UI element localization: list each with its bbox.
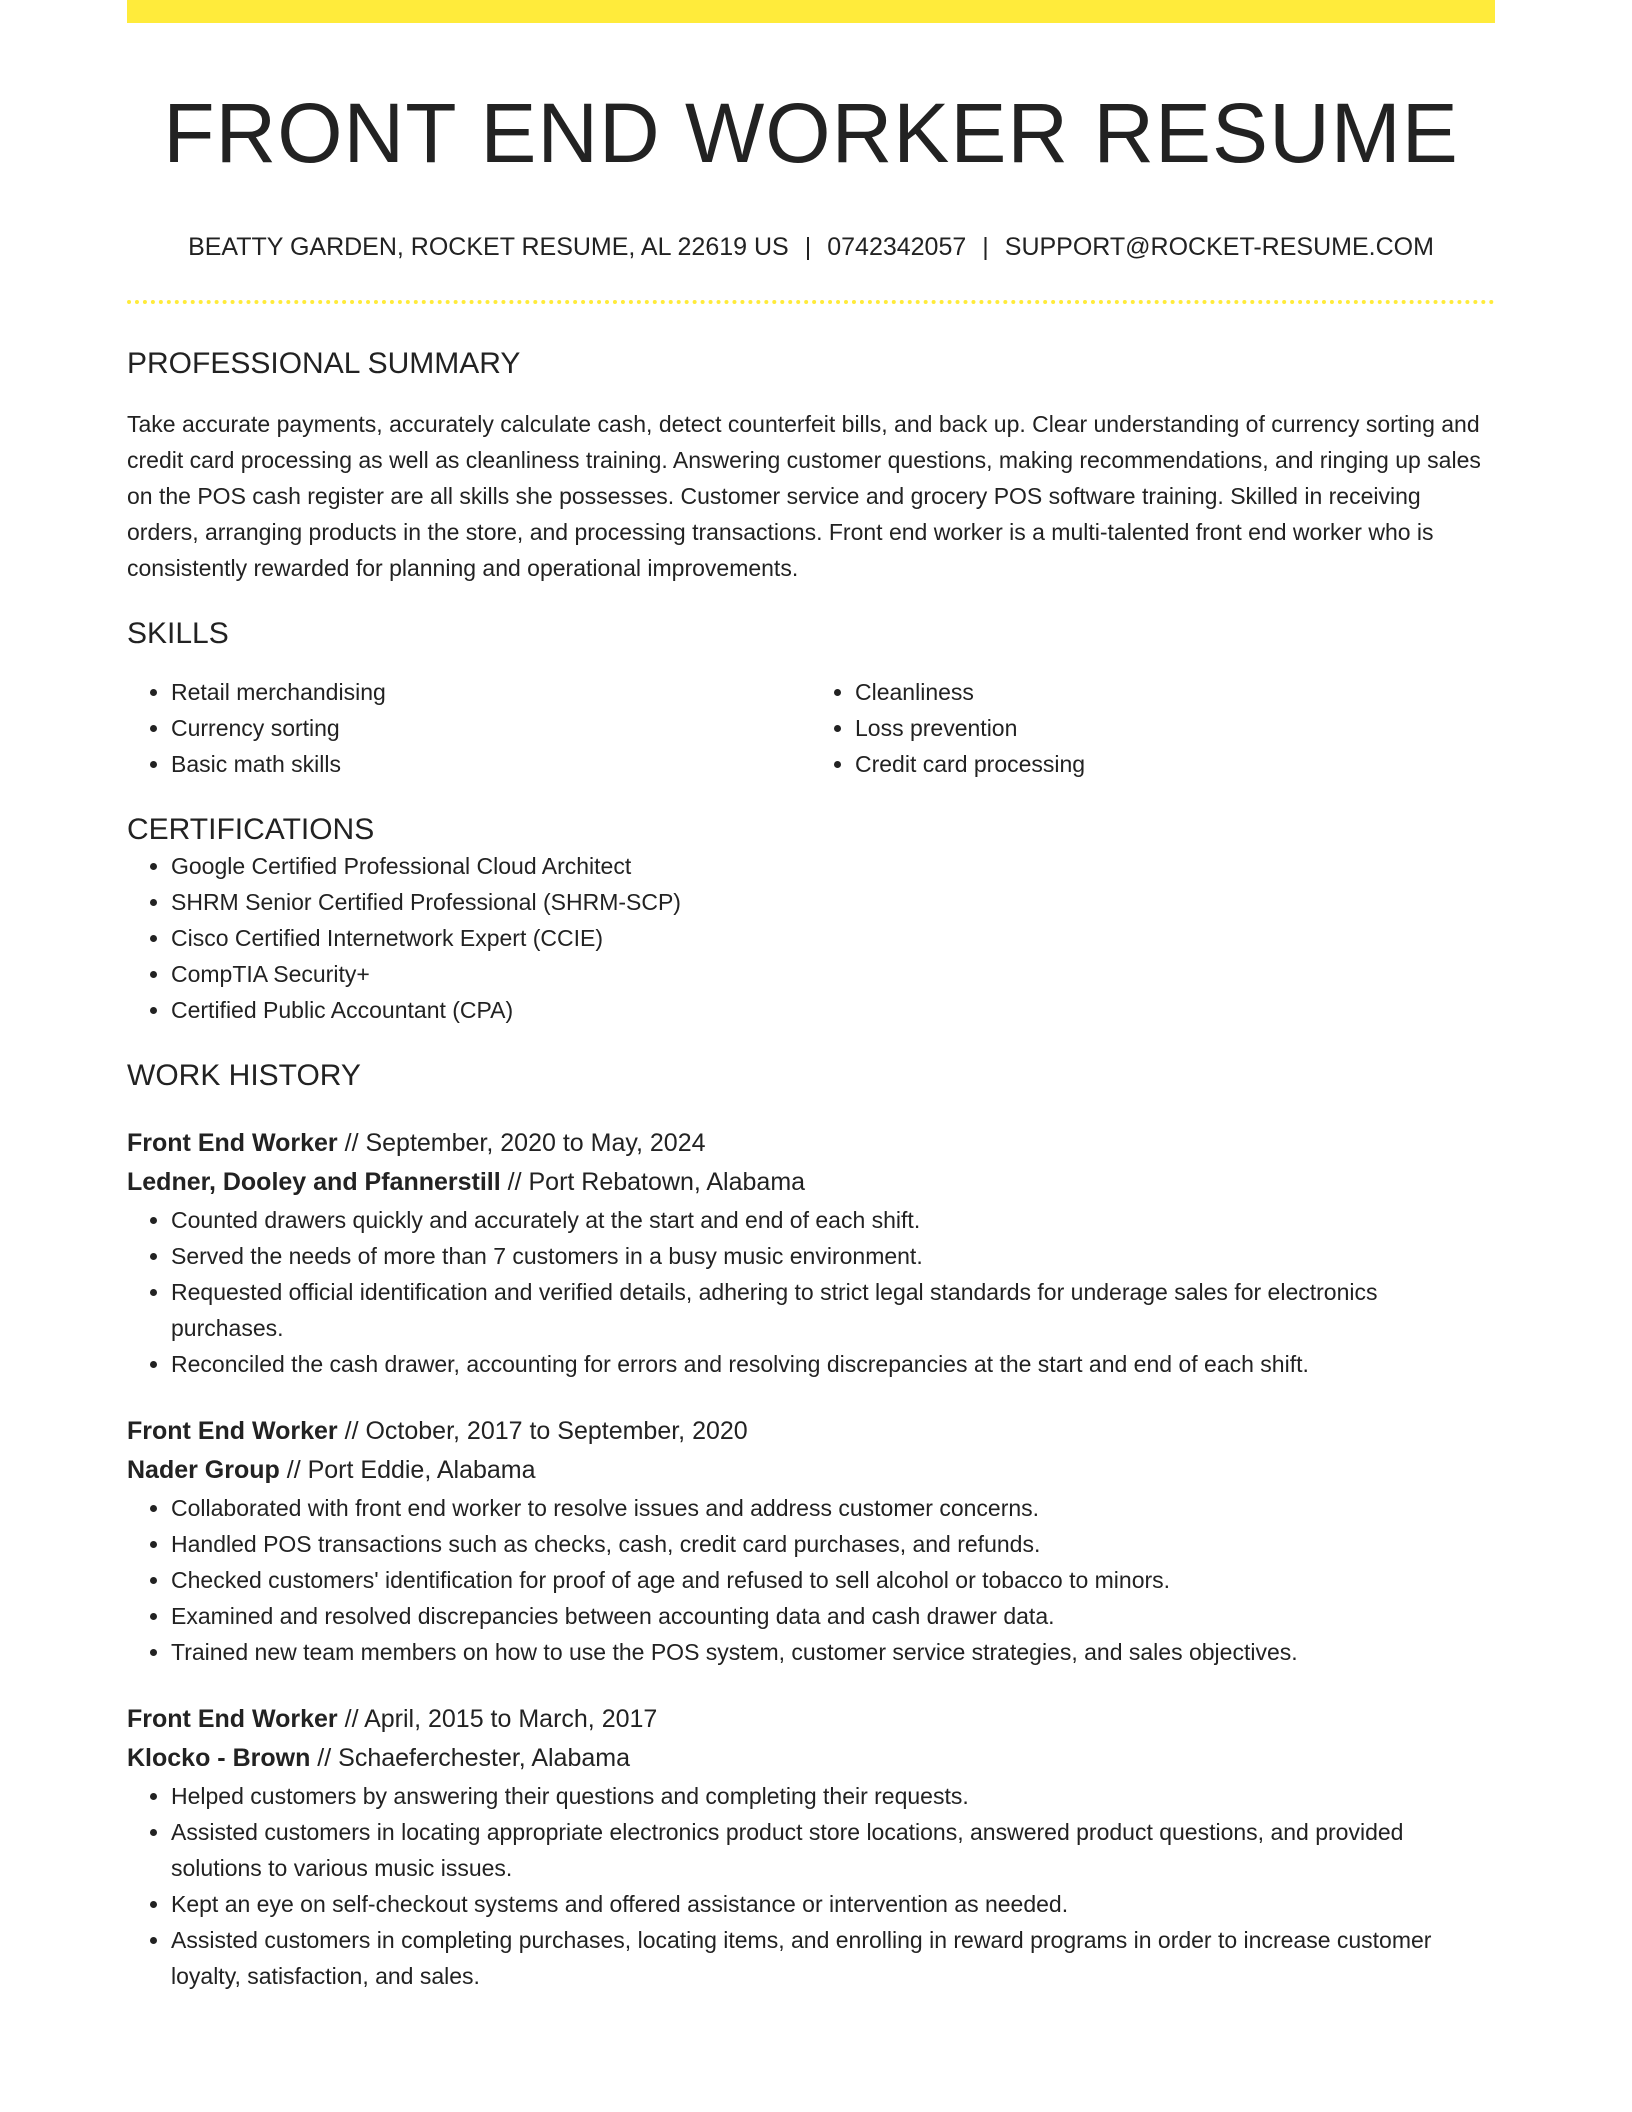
- job-company: Ledner, Dooley and Pfannerstill: [127, 1167, 501, 1196]
- job-dates: April, 2015 to March, 2017: [364, 1704, 658, 1733]
- job-company-line: [127, 1451, 1495, 1490]
- job-duty: • Examined and resolved discrepancies between accounting data and cash drawer data.: [171, 1598, 1495, 1634]
- job-duty: • Requested official identification and verified details, adhering to strict legal standards for underage sales for electronics purchases.: [171, 1274, 1495, 1346]
- job-duty: • Assisted customers in completing purchases, locating items, and enrolling in reward programs in order to increase customer loyalty, satisfaction, and sales.: [171, 1922, 1495, 1994]
- job-dates: September, 2020 to May, 2024: [365, 1128, 706, 1157]
- skill-item: • Loss prevention: [855, 710, 1495, 746]
- contact-address: BEATTY GARDEN, ROCKET RESUME, AL 22619 US: [188, 232, 789, 261]
- skill-item: • Currency sorting: [171, 710, 811, 746]
- job-location: Schaeferchester, Alabama: [338, 1743, 630, 1772]
- job-divider: //: [500, 1167, 529, 1196]
- job-company-line: [127, 1739, 1495, 1778]
- certification-item: • Cisco Certified Internetwork Expert (CCIE): [171, 920, 1495, 956]
- job-role: Front End Worker: [127, 1704, 338, 1733]
- job-entry: [127, 1700, 1495, 1994]
- job-role: Front End Worker: [127, 1416, 338, 1445]
- job-divider: //: [337, 1704, 365, 1733]
- job-entry: [127, 1124, 1495, 1382]
- summary-text: Take accurate payments, accurately calculate cash, detect counterfeit bills, and back up. Clear understanding of currency sorting and credit card processing as well as cleanliness training. Answering customer questions, making recommendations, and ringing up sales on the POS cash register are all skills she possesses. Customer service and grocery POS software training. Skilled in receiving orders, arranging products in the store, and processing transactions. Front end worker is a multi-talented front end worker who is consistently rewarded for planning and operational improvements.: [127, 410, 1481, 581]
- skill-item: • Credit card processing: [855, 746, 1495, 782]
- job-divider: //: [279, 1455, 308, 1484]
- job-duty: • Handled POS transactions such as checks, cash, credit card purchases, and refunds.: [171, 1526, 1495, 1562]
- work-history-heading: WORK HISTORY: [127, 1058, 361, 1092]
- job-location: Port Eddie, Alabama: [307, 1455, 536, 1484]
- header-divider: [127, 300, 1495, 304]
- job-divider: //: [310, 1743, 339, 1772]
- job-duty: • Collaborated with front end worker to resolve issues and address customer concerns.: [171, 1490, 1495, 1526]
- job-company: Nader Group: [127, 1455, 280, 1484]
- job-duty: • Trained new team members on how to use the POS system, customer service strategies, and sales objectives.: [171, 1634, 1495, 1670]
- job-company-line: [127, 1163, 1495, 1202]
- job-duties-list: [127, 1490, 1495, 1670]
- contact-line: [127, 232, 1495, 262]
- contact-separator: |: [804, 232, 812, 261]
- skill-item: • Retail merchandising: [171, 674, 811, 710]
- job-duty: • Assisted customers in locating appropriate electronics product store locations, answered product questions, and provided solutions to various music issues.: [171, 1814, 1495, 1886]
- certification-item: • SHRM Senior Certified Professional (SHRM-SCP): [171, 884, 1495, 920]
- resume-title: FRONT END WORKER RESUME: [163, 86, 1459, 180]
- job-duty: • Counted drawers quickly and accurately at the start and end of each shift.: [171, 1202, 1495, 1238]
- contact-separator: |: [982, 232, 989, 261]
- job-duty: • Served the needs of more than 7 customers in a busy music environment.: [171, 1238, 1495, 1274]
- job-duty: • Helped customers by answering their questions and completing their requests.: [171, 1778, 1495, 1814]
- skills-heading: SKILLS: [127, 616, 229, 650]
- top-accent-bar: [127, 0, 1495, 23]
- job-company: Klocko - Brown: [127, 1743, 311, 1772]
- certification-item: • Certified Public Accountant (CPA): [171, 992, 1495, 1028]
- certification-item: • CompTIA Security+: [171, 956, 1495, 992]
- skill-item: • Cleanliness: [855, 674, 1495, 710]
- job-duty: • Reconciled the cash drawer, accounting for errors and resolving discrepancies at the start and end of each shift.: [171, 1346, 1495, 1382]
- job-role-line: [127, 1124, 1495, 1163]
- certifications-list: [127, 848, 1495, 1028]
- job-divider: //: [337, 1416, 366, 1445]
- job-role: Front End Worker: [127, 1128, 338, 1157]
- job-location: Port Rebatown, Alabama: [528, 1167, 806, 1196]
- job-entry: [127, 1412, 1495, 1670]
- skills-grid: [127, 674, 1495, 782]
- job-role-line: [127, 1700, 1495, 1739]
- skills-column-left: [127, 674, 811, 782]
- job-divider: //: [337, 1128, 366, 1157]
- job-duty: • Checked customers' identification for proof of age and refused to sell alcohol or tobacco to minors.: [171, 1562, 1495, 1598]
- skills-column-right: [811, 674, 1495, 782]
- contact-email: SUPPORT@ROCKET-RESUME.COM: [1004, 232, 1434, 261]
- summary-heading: PROFESSIONAL SUMMARY: [127, 346, 521, 380]
- skill-item: • Basic math skills: [171, 746, 811, 782]
- job-role-line: [127, 1412, 1495, 1451]
- certification-item: • Google Certified Professional Cloud Architect: [171, 848, 1495, 884]
- job-duties-list: [127, 1202, 1495, 1382]
- contact-phone: 0742342057: [827, 232, 967, 261]
- job-duty: • Kept an eye on self-checkout systems and offered assistance or intervention as needed.: [171, 1886, 1495, 1922]
- resume-page: [127, 0, 1495, 1994]
- job-dates: October, 2017 to September, 2020: [365, 1416, 748, 1445]
- certifications-heading: CERTIFICATIONS: [127, 812, 375, 846]
- job-duties-list: [127, 1778, 1495, 1994]
